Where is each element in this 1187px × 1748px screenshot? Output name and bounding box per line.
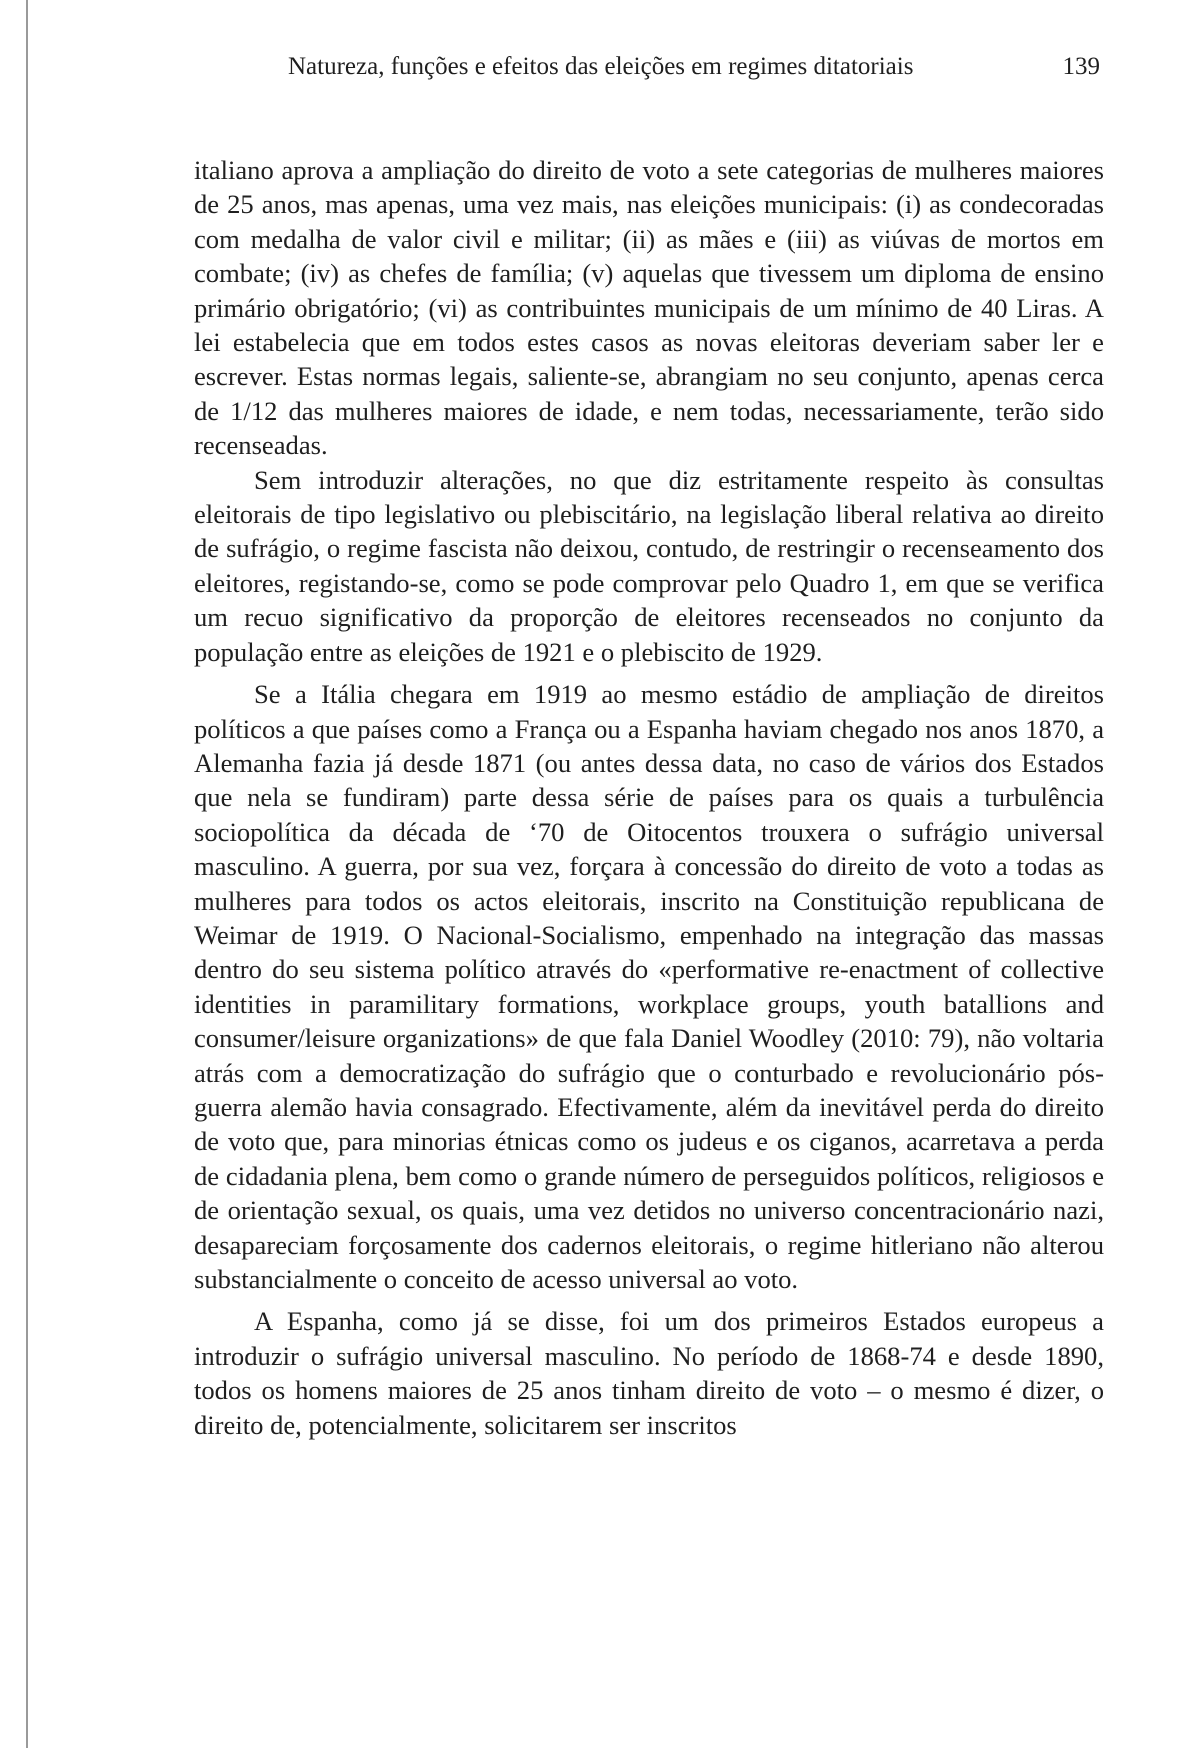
running-header — [288, 50, 1100, 84]
body-text — [194, 153, 1104, 1442]
paragraph-spain-suffrage: A Espanha, como já se disse, foi um dos primeiros Estados europeus a introduzir o sufrágio universal masculino. No período de 1868-74 e desde 1890, todos os homens maiores de 25 anos tinham direito de voto – o mesmo é dizer, o direito de, potencialmente, solicitarem ser inscritos — [194, 1306, 1104, 1440]
paragraph-continuation: italiano aprova a ampliação do direito de voto a sete categorias de mulheres maiores de 25 anos, mas apenas, uma vez mais, nas eleições municipais: (i) as condecoradas com medalha de valor civil e militar; (ii) as mães e (iii) as viúvas de mortos em combate; (iv) as chefes de família; (v) aquelas que tivessem um diploma de ensino primário obrigatório; (vi) as contribuintes municipais de um mínimo de 40 Liras. A lei estabelecia que em todos estes casos as novas eleitoras deveriam saber ler e escrever. Estas normas legais, saliente-se, abrangiam no seu conjunto, apenas cerca de 1/12 das mulheres maiores de idade, e nem todas, necessariamente, terão sido recenseadas. — [194, 155, 1104, 461]
page-edge — [26, 0, 28, 1748]
paragraph-germany-suffrage: Se a Itália chegara em 1919 ao mesmo estádio de ampliação de direitos políticos a que países como a França ou a Espanha haviam chegado nos anos 1870, a Alemanha fazia já desde 1871 (ou antes dessa data, no caso de vários dos Estados que nela se fundiram) parte dessa série de países para os quais a turbulência sociopolítica da década de ‘70 de Oitocentos trouxera o sufrágio universal masculino. A guerra, por sua vez, forçara à concessão do direito de voto a todas as mulheres para todos os actos eleitorais, inscrito na Constituição republicana de Weimar de 1919. O Nacional-Socialismo, empenhado na integração das massas dentro do seu sistema político através do «performative re-enactment of collective identities in paramilitary formations, workplace groups, youth batallions and consumer/leisure organizations» de que fala Daniel Woodley (2010: 79), não voltaria atrás com a democratização do sufrágio que o conturbado e revolucionário pós-guerra alemão havia consagrado. Efectivamente, além da inevitável perda do direito de voto que, para minorias étnicas como os judeus e os ciganos, acarretava a perda de cidadania plena, bem como o grande número de perseguidos políticos, religiosos e de orientação sexual, os quais, uma vez detidos no universo concentracionário nazi, desapareciam forçosamente dos cadernos eleitorais, o regime hitleriano não alterou substancialmente o conceito de acesso universal ao voto. — [194, 679, 1104, 1294]
page-number: 139 — [1062, 53, 1100, 80]
running-title: Natureza, funções e efeitos das eleições em regimes ditatoriais — [288, 53, 914, 80]
paragraph-fascist-registration: Sem introduzir alterações, no que diz estritamente respeito às consultas eleitorais de tipo legislativo ou plebiscitário, na legislação liberal relativa ao direito de sufrágio, o regime fascista não deixou, contudo, de restringir o recenseamento dos eleitores, registando-se, como se pode comprovar pelo Quadro 1, em que se verifica um recuo significativo da proporção de eleitores recenseados no conjunto da população entre as eleições de 1921 e o plebiscito de 1929. — [194, 464, 1104, 667]
